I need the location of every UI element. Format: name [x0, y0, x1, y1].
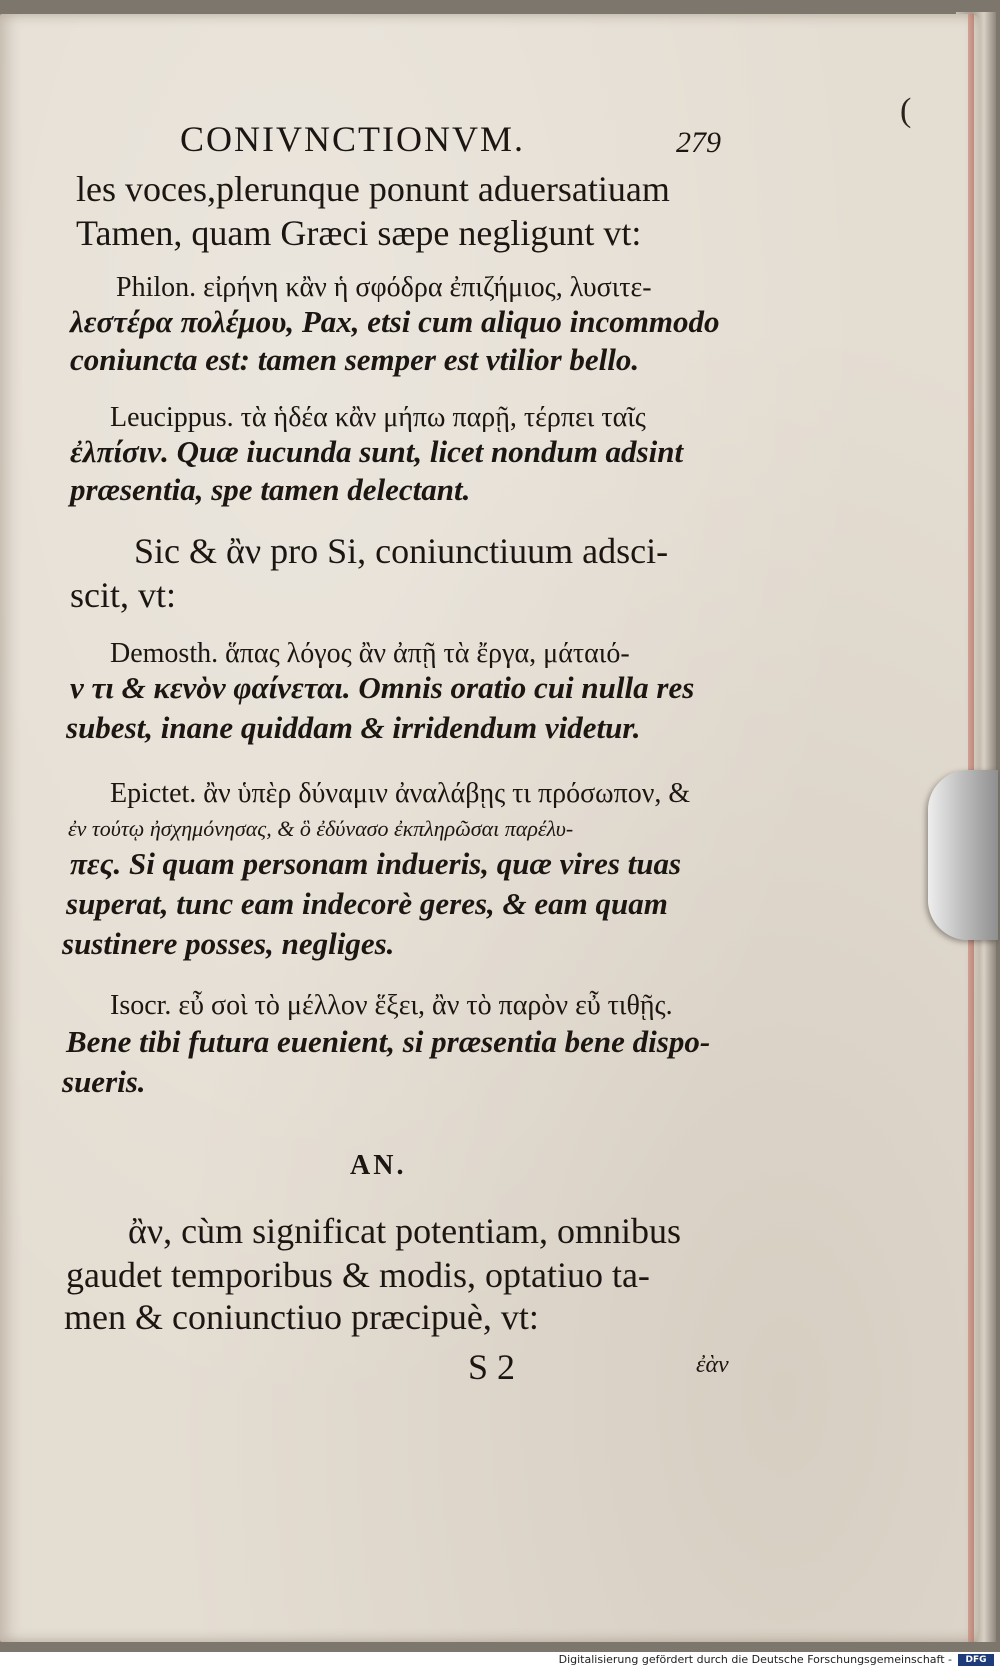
quote-line: subest, inane quiddam & irridendum videtur.: [66, 710, 641, 745]
signature-mark: S 2: [468, 1347, 516, 1387]
margin-mark: (: [900, 92, 912, 129]
quote-line: coniuncta est: tamen semper est vtilior bello.: [70, 342, 640, 377]
quote-line: Bene tibi futura euenient, si præsentia bene dispo-: [66, 1024, 711, 1059]
quote-line-greek: Demosth. ἅπας λόγος ἂν ἀπῇ τὰ ἔργα, μάταιό-: [110, 638, 630, 669]
page-clip-thumb: [928, 770, 998, 940]
text-line: gaudet temporibus & modis, optatiuo ta-: [66, 1255, 650, 1295]
quote-line-greek: Philon. εἰρήνη κἂν ἡ σφόδρα ἐπιζήμιος, λυσιτε-: [116, 272, 652, 303]
text-line: ἂν, cùm significat potentiam, omnibus: [128, 1211, 682, 1251]
text-line: scit, vt:: [70, 575, 176, 615]
quote-line: λεστέρα πολέμου, Pax, etsi cum aliquo incommodo: [70, 304, 720, 339]
quote-line: præsentia, spe tamen delectant.: [70, 472, 471, 507]
footer-credit: Digitalisierung gefördert durch die Deutsche Forschungsgemeinschaft -: [558, 1653, 952, 1666]
text-line: Tamen, quam Græci sæpe negligunt vt:: [76, 213, 642, 253]
quote-line-greek: Epictet. ἂν ὑπὲρ δύναμιν ἀναλάβῃς τι πρόσωπον, &: [110, 778, 691, 809]
quote-line-greek: Leucippus. τὰ ἡδέα κἂν μήπω παρῇ, τέρπει ταῖς: [110, 402, 646, 433]
section-heading: AN.: [350, 1150, 407, 1181]
running-header: CONIVNCTIONVM.: [180, 119, 525, 159]
quote-line: πες. Si quam personam indueris, quæ vires tuas: [70, 846, 682, 881]
text-line: men & coniunctiuo præcipuè, vt:: [64, 1297, 539, 1337]
quote-line: sueris.: [62, 1064, 146, 1099]
quote-line-greek: ἐν τούτῳ ἠσχημόνησας, & ὃ ἐδύνασο ἐκπληρῶσαι παρέλυ-: [68, 816, 574, 841]
quote-line: ἐλπίσιν. Quæ iucunda sunt, licet nondum adsint: [70, 434, 684, 469]
dfg-logo: DFG: [958, 1654, 994, 1666]
catchword: ἐὰν: [696, 1352, 729, 1378]
quote-line: superat, tunc eam indecorè geres, & eam quam: [66, 886, 668, 921]
page-number: 279: [676, 126, 721, 159]
quote-line: ν τι & κενὸν φαίνεται. Omnis oratio cui nulla res: [70, 670, 695, 705]
quote-line: sustinere posses, negliges.: [62, 926, 395, 961]
text-line: les voces,plerunque ponunt aduersatiuam: [76, 169, 670, 209]
quote-line-greek: Isocr. εὖ σοὶ τὸ μέλλον ἕξει, ἂν τὸ παρὸν εὖ τιθῇς.: [110, 990, 673, 1021]
text-line: Sic & ἂν pro Si, coniunctiuum adsci-: [134, 531, 669, 571]
